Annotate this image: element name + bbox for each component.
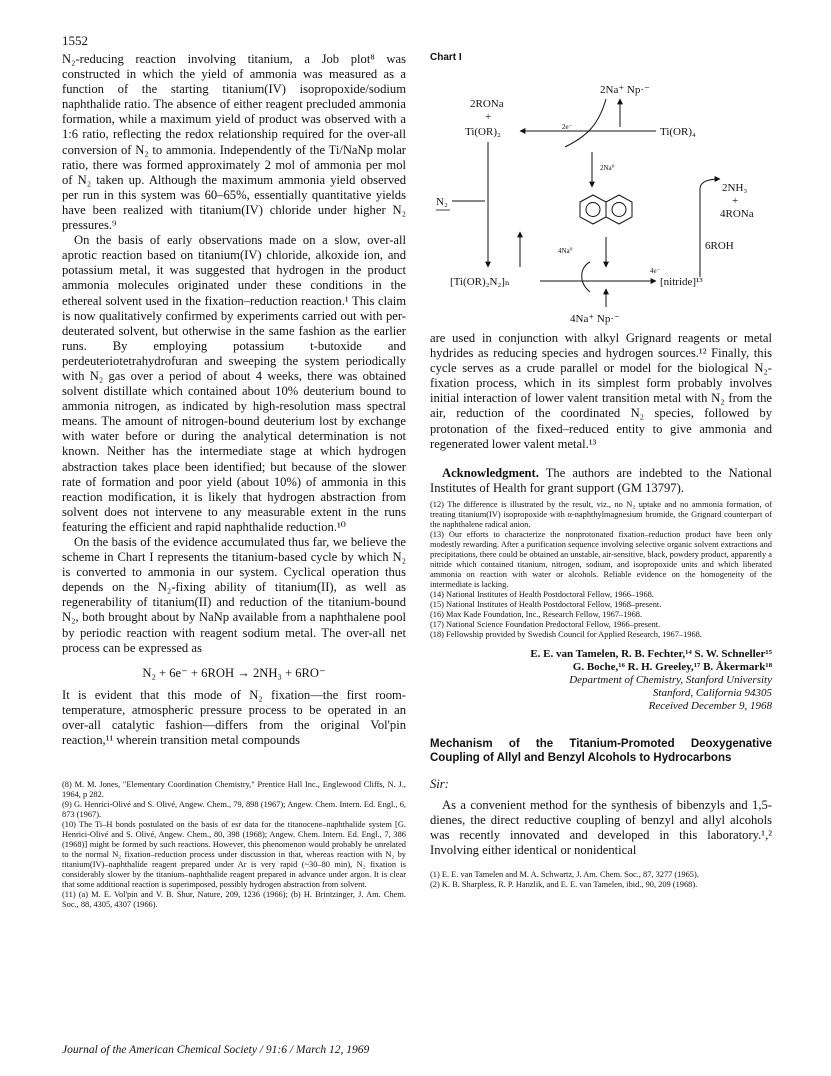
salutation: Sir: <box>430 776 449 791</box>
footnote: (1) E. E. van Tamelen and M. A. Schwartz, J. Am. Chem. Soc., 87, 3277 (1965). <box>430 870 699 880</box>
acknowledgment-text: The authors are indebted to the National Institutes of Health for grant support (GM 13797). <box>430 465 772 495</box>
four-electron-label: 4e⁻ <box>650 267 661 275</box>
journal-footer: Journal of the American Chemical Society / 91:6 / March 12, 1969 <box>62 1044 370 1056</box>
right-column <box>430 52 772 890</box>
sodium-naphthalide-top-label: 2Na⁺ Np·⁻ <box>600 84 650 96</box>
naphthalene-structure <box>580 195 632 224</box>
body-paragraph: On the basis of early observations made on a slow, over-all aprotic reaction based on titanium(IV) chloride, alkoxide ion, and potassium metal, it was suggested that hydrogen in the product ammonia molecules originated under these conditions in the ethereal solvent used in the fixation–reduction reaction.¹ This claim is now qualitatively confirmed by experiments carried out with per-deuterated solvent, but otherwise in the same fashion as the earlier runs. By employing potassium t-butoxide and perdeuteriotetrahydrofuran and sweeping the system periodically with N₂ gas over a period of about 4 weeks, there was obtained solvent distillate which contained about 10% deuterium bound to ammonia nitrogen, as indicated by high-resolution mass spectral means. The amount of nitrogen-bound deuterium lost by exchange with water before or during the analytical determination is not known. Neither has the intermediate stage at which hydrogen abstraction takes place been identified; but because of the slower rate of formation and poor yield (about 10%) of ammonia in this reaction modification, it is likely that hydrogen abstraction from solvent does not intervene to any measurable extent in the runs featuring the efficient and rapid naphthalide reduction.¹⁰ <box>62 233 406 534</box>
page-number: 1552 <box>62 33 88 48</box>
footnote: (16) Max Kade Foundation, Inc., Research Fellow, 1967–1968. <box>430 609 643 619</box>
body-paragraph: are used in conjunction with alkyl Grignard reagents or metal hydrides as reducing species and hydrogen sources.¹² Finally, this cycle serves as a crude parallel or model for the biological N₂-fixation process, which in its simplest form probably involves initial interaction of lower valent transition metal with N₂ from the air, reduction of the coordinated N₂ species, followed by protonation of the fixed–reduced entity to give ammonia and regenerated lower valent metal.¹³ <box>430 331 772 451</box>
sodium-alkoxide-right-label: 4RONa <box>720 208 754 220</box>
acknowledgment <box>430 466 772 496</box>
footnote: (8) M. M. Jones, "Elementary Coordination Chemistry," Prentice Hall Inc., Englewood Cliffs, N. J., 1964, p 282. <box>62 780 406 800</box>
sodium-naphthalide-bottom-label: 4Na⁺ Np·⁻ <box>570 313 620 325</box>
titanium-nitrogen-complex-label: [Ti(OR)₂N₂]ₙ <box>450 276 510 288</box>
authors-line: G. Boche,¹⁶ R. H. Greeley,¹⁷ B. Åkermark¹⁸ <box>572 660 772 673</box>
titanium-iv-label: Ti(OR)₄ <box>660 126 696 138</box>
acknowledgment-heading: Acknowledgment. <box>442 465 539 480</box>
footnote: (2) K. B. Sharpless, R. P. Hanzlik, and E. E. van Tamelen, ibid., 90, 209 (1968). <box>430 880 698 890</box>
article-footnotes <box>430 870 772 890</box>
left-column <box>62 52 406 910</box>
titanium-ii-label: Ti(OR)₂ <box>465 126 501 138</box>
affiliation: Department of Chemistry, Stanford University <box>569 673 772 686</box>
footnotes-right <box>430 500 772 640</box>
sodium-metal-label: 2Na⁰ <box>600 164 615 172</box>
plus-sign-right: + <box>732 195 739 207</box>
ammonia-label: 2NH₃ <box>722 182 748 194</box>
affiliation: Stanford, California 94305 <box>652 686 772 699</box>
authors-line: E. E. van Tamelen, R. B. Fechter,¹⁴ S. W. Schneller¹⁵ <box>530 647 772 660</box>
footnote: (9) G. Henrici-Olivé and S. Olivé, Angew. Chem., 79, 898 (1967); Angew. Chem. Intern. Ed. Engl., 6, 873 (1967). <box>62 800 406 820</box>
footnote: (11) (a) M. E. Vol'pin and V. B. Shur, Nature, 209, 1236 (1966); (b) H. Brintzinger, J. Am. Chem. Soc., 88, 4305, 4307 (1966). <box>62 890 406 910</box>
footnote: (17) National Science Foundation Predoctoral Fellow, 1966–present. <box>430 619 661 629</box>
body-paragraph: On the basis of the evidence accumulated thus far, we believe the scheme in Chart I represents the titanium-based cycle by which N₂ is converted to ammonia in our system. Cyclical operation thus depends on the N₂-fixing ability of titanium(II), as well as regenerability of titanium(II) and reduction of the titanium-bound N₂, both brought about by NaNp available from a naphthalene pool by periodic reaction with reagent sodium metal. The over-all net process can be expressed as <box>62 535 406 655</box>
protonation-arrow <box>700 179 720 277</box>
chart-label: Chart I <box>430 52 462 63</box>
two-electron-label: 2e⁻ <box>562 123 573 131</box>
footnote: (18) Fellowship provided by Swedish Council for Applied Research, 1967–1968. <box>430 629 702 639</box>
nitrogen-label: N₂ <box>436 196 448 208</box>
footnote: (15) National Institutes of Health Postdoctoral Fellow, 1968–present. <box>430 599 662 609</box>
four-sodium-metal-label: 4Na⁰ <box>558 247 573 255</box>
author-block <box>430 648 772 713</box>
footnote: (14) National Institutes of Health Postdoctoral Fellow, 1966–1968. <box>430 589 654 599</box>
reaction-scheme-diagram <box>430 67 772 329</box>
article-title: Mechanism of the Titanium-Promoted Deoxygenative Coupling of Allyl and Benzyl Alcohols to Hydrocarbons <box>430 737 772 764</box>
nitride-label: [nitride]¹³ <box>660 276 703 288</box>
footnote: (13) Our efforts to characterize the nonprotonated fixation–reduction product have been only modestly rewarding. After a purification sequence involving selective organic solvent extractions and precipitations, there could be obtained an unstable, air-sensitive, black, powdery product, apparently a nitride which contained titanium, nitrogen, sodium, and isopropoxide units and which liberated ammonia on reaction with water or alcohols. Reliable evidence on the homogeneity of the intermediate is lacking. <box>430 529 772 589</box>
footnote: (10) The Ti–H bonds postulated on the basis of esr data for the titanocene–naphthalide system [G. Henrici-Olivé and S. Olivé, Angew. Chem., 80, 398 (1968); Angew. Chem. Intern. Ed. Engl., 7, 386 (1968)] might be formed by such reactions. However, this phenomenon would probably be unrelated to the normal N₂ fixation–reduction process under discussion in that, whereas reaction with N₂ by titanium(IV)–naphthalide reagent prepared under Ar is very rapid (~30–80 min), N₂ fixation is considerably slower by the titanium–naphthalide reagent prepared in advance under argon. It is clear that some additional reaction is superimposed, possibly hydrogen abstraction from solvent. <box>62 820 406 890</box>
body-paragraph: As a convenient method for the synthesis of bibenzyls and 1,5-dienes, the direct reductive coupling of benzyl and allyl alcohols was recently innovated and developed in this laboratory.¹,² Involving either identical or nonidentical <box>430 797 772 858</box>
body-paragraph: It is evident that this mode of N₂ fixation—the first room-temperature, atmospheric pressure process to be operated in an over-all catalytic fashion—differs from the original Vol'pin reaction,¹¹ wherein transition metal compounds <box>62 687 406 748</box>
body-paragraph: N₂-reducing reaction involving titanium, a Job plot⁸ was constructed in which the yield of ammonia was measured as a function of the starting titanium(IV) isopropoxide/sodium naphthalide ratio. The absence of either reagent precluded ammonia formation, while a maximum yield of product was observed with a 1:6 ratio, reflecting the redox relationship required for the over-all conversion of N₂ to ammonia. Independently of the Ti/NaNp molar ratio, there was formed approximately 2 mol of ammonia per mol of N₂ taken up. Although the maximum ammonia yield observed per run in this system was 60–65%, essentially quantitative yields have been realized with titanium(IV) chloride under higher N₂ pressures.⁹ <box>62 52 406 233</box>
alcohol-label: 6ROH <box>705 240 734 252</box>
footnote: (12) The difference is illustrated by the result, viz., no N₂ uptake and no ammonia formation, of treating titanium(IV) isopropoxide with α-naphthylmagnesium bromide, the Grignard counterpart of the naphthalene radical anion. <box>430 499 772 529</box>
footnotes-left <box>62 780 406 910</box>
sodium-alkoxide-label: 2RONa <box>470 98 504 110</box>
curve-arrow-bottom <box>582 262 590 292</box>
received-date: Received December 9, 1968 <box>648 699 772 712</box>
plus-sign: + <box>485 111 492 123</box>
net-equation: N₂ + 6e⁻ + 6ROH → 2NH₃ + 6RO⁻ <box>142 665 326 680</box>
